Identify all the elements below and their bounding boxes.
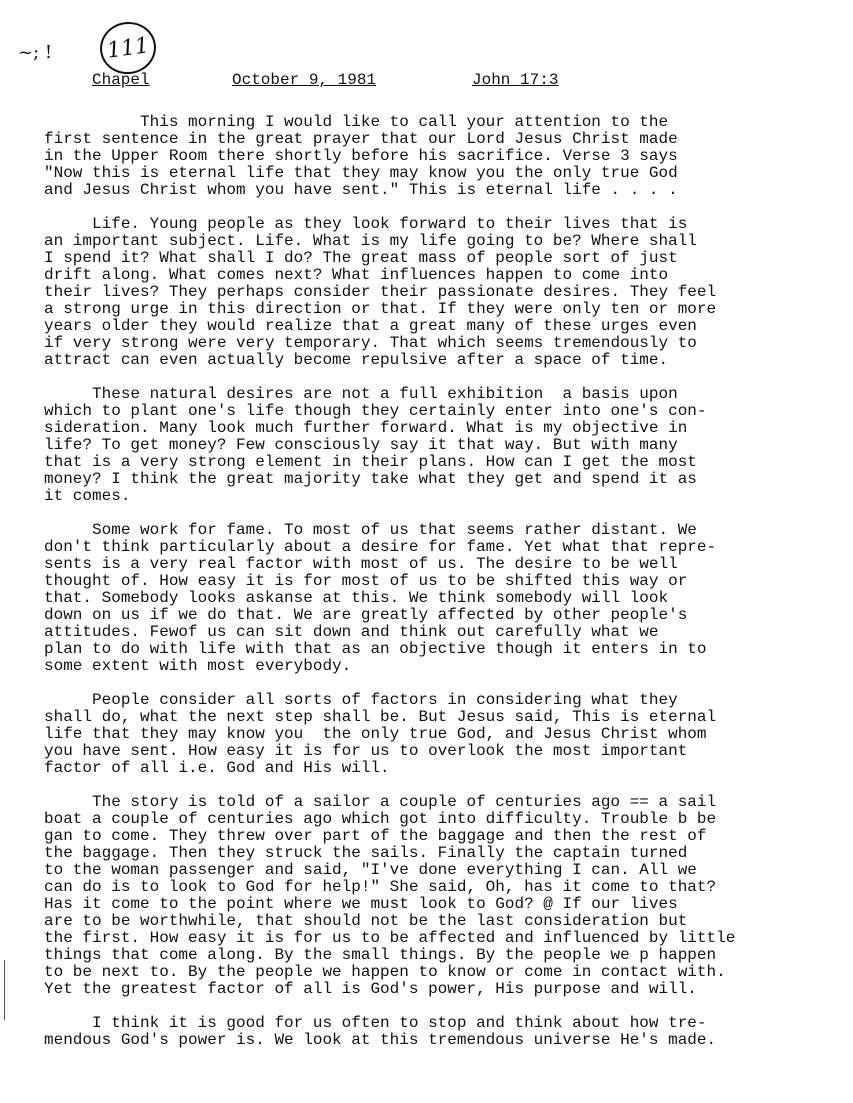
text-line: boat a couple of centuries ago which got into difficulty. Trouble b be — [44, 810, 717, 828]
text-line: plan to do with life with that as an objective though it enters in to — [44, 640, 707, 658]
paragraph — [44, 794, 844, 998]
text-line: I think it is good for us often to stop and think about how tre- — [44, 1014, 707, 1032]
paragraph — [44, 692, 844, 777]
text-line: These natural desires are not a full exhibition a basis upon — [44, 385, 678, 403]
text-line: I spend it? What shall I do? The great mass of people sort of just — [44, 249, 678, 267]
text-line: life that they may know you the only true God, and Jesus Christ whom — [44, 725, 707, 743]
text-line: to the woman passenger and said, "I've done everything I can. All we — [44, 861, 697, 879]
text-line: it comes. — [44, 487, 131, 505]
text-line: Has it come to the point where we must look to God? @ If our lives — [44, 895, 678, 913]
paragraph — [44, 1015, 844, 1049]
text-line: attitudes. Fewof us can sit down and think out carefully what we — [44, 623, 659, 641]
text-line: first sentence in the great prayer that our Lord Jesus Christ made — [44, 130, 678, 148]
text-line: an important subject. Life. What is my life going to be? Where shall — [44, 232, 697, 250]
text-line: and Jesus Christ whom you have sent." This is eternal life . . . . — [44, 181, 678, 199]
text-line: to be next to. By the people we happen to know or come in contact with. — [44, 963, 726, 981]
text-line: that is a very strong element in their plans. How can I get the most — [44, 453, 697, 471]
text-line: that. Somebody looks askanse at this. We think somebody will look — [44, 589, 669, 607]
text-line: Yet the greatest factor of all is God's power, His purpose and will. — [44, 980, 697, 998]
paragraph — [44, 216, 844, 369]
text-line: a strong urge in this direction or that. If they were only ten or more — [44, 300, 717, 318]
text-line: the first. How easy it is for us to be affected and influenced by little — [44, 929, 736, 947]
text-line: Some work for fame. To most of us that seems rather distant. We — [44, 521, 697, 539]
paragraph — [44, 386, 844, 505]
text-line: if very strong were very temporary. That which seems tremendously to — [44, 334, 697, 352]
text-line: things that come along. By the small things. By the people we p happen — [44, 946, 717, 964]
text-line: thought of. How easy it is for most of us to be shifted this way or — [44, 572, 688, 590]
text-line: money? I think the great majority take what they get and spend it as — [44, 470, 697, 488]
text-line: "Now this is eternal life that they may know you the only true God — [44, 164, 678, 182]
sermon-body — [44, 114, 844, 1066]
text-line: attract can even actually become repulsive after a space of time. — [44, 351, 669, 369]
text-line: drift along. What comes next? What influences happen to come into — [44, 266, 669, 284]
header-scripture-reference: John 17:3 — [472, 71, 559, 89]
header-date: October 9, 1981 — [232, 71, 377, 89]
text-line: shall do, what the next step shall be. But Jesus said, This is eternal — [44, 708, 717, 726]
text-line: Life. Young people as they look forward to their lives that is — [44, 215, 688, 233]
scan-edge-mark — [4, 960, 5, 1020]
text-line: don't think particularly about a desire for fame. Yet what that repre- — [44, 538, 717, 556]
text-line: can do is to look to God for help!" She said, Oh, has it come to that? — [44, 878, 717, 896]
paragraph — [44, 522, 844, 675]
margin-note: ~; ! — [18, 42, 53, 63]
text-line: you have sent. How easy it is for us to overlook the most important — [44, 742, 688, 760]
text-line: are to be worthwhile, that should not be the last consideration but — [44, 912, 688, 930]
text-line: some extent with most everybody. — [44, 657, 352, 675]
text-line: sideration. Many look much further forward. What is my objective in — [44, 419, 688, 437]
header-venue: Chapel — [92, 71, 150, 89]
text-line: in the Upper Room there shortly before his sacrifice. Verse 3 says — [44, 147, 678, 165]
text-line: mendous God's power is. We look at this tremendous universe He's made. — [44, 1031, 717, 1049]
text-line: the baggage. Then they struck the sails. Finally the captain turned — [44, 844, 688, 862]
text-line: their lives? They perhaps consider their passionate desires. They feel — [44, 283, 717, 301]
text-line: which to plant one's life though they certainly enter into one's con- — [44, 402, 707, 420]
text-line: down on us if we do that. We are greatly affected by other people's — [44, 606, 688, 624]
text-line: The story is told of a sailor a couple of centuries ago == a sail — [44, 793, 717, 811]
page-number-circled: 111 — [97, 18, 160, 77]
text-line: People consider all sorts of factors in considering what they — [44, 691, 678, 709]
text-line: life? To get money? Few consciously say it that way. But with many — [44, 436, 678, 454]
text-line: This morning I would like to call your attention to the — [44, 113, 669, 131]
text-line: years older they would realize that a great many of these urges even — [44, 317, 697, 335]
paragraph — [44, 114, 844, 199]
text-line: gan to come. They threw over part of the baggage and then the rest of — [44, 827, 707, 845]
text-line: sents is a very real factor with most of us. The desire to be well — [44, 555, 678, 573]
text-line: factor of all i.e. God and His will. — [44, 759, 390, 777]
